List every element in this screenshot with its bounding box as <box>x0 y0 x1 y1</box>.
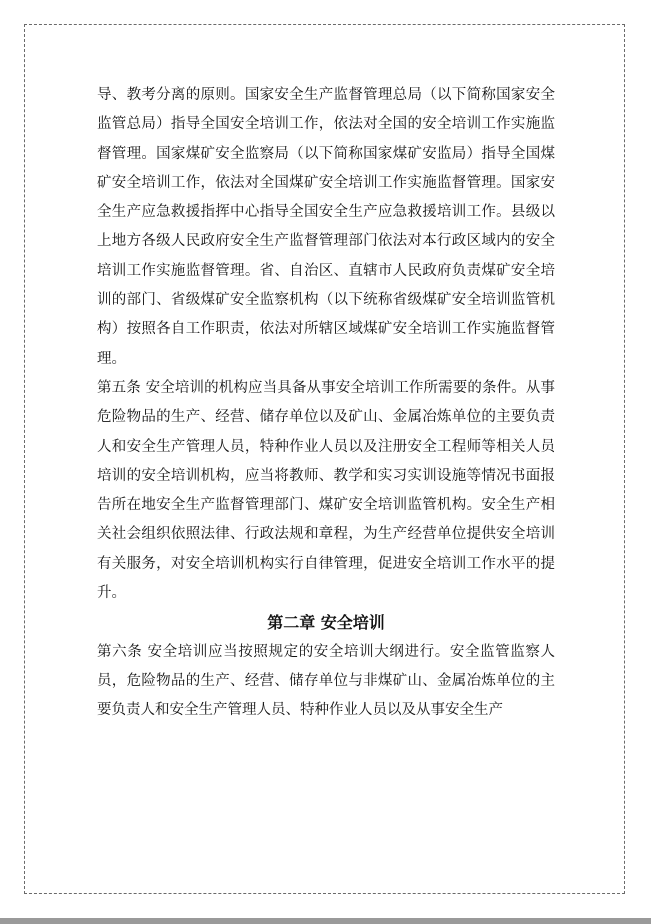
document-body <box>97 81 555 726</box>
paragraph-supervision: 导、教考分离的原则。国家安全生产监督管理总局（以下简称国家安全监管总局）指导全国安全培训工作，依法对全国的安全培训工作实施监督管理。国家煤矿安全监察局（以下简称国家煤矿安监局）指导全国煤矿安全培训工作，依法对全国煤矿安全培训工作实施监督管理。国家安全生产应急救援指挥中心指导全国安全生产应急救援培训工作。县级以上地方各级人民政府安全生产监督管理部门依法对本行政区域内的安全培训工作实施监督管理。省、自治区、直辖市人民政府负责煤矿安全培训的部门、省级煤矿安全监察机构（以下统称省级煤矿安全培训监管机构）按照各自工作职责，依法对所辖区域煤矿安全培训工作实施监督管理。 <box>97 87 555 367</box>
paragraph-article-6: 第六条 安全培训应当按照规定的安全培训大纲进行。安全监管监察人员，危险物品的生产、经营、储存单位与非煤矿山、金属冶炼单位的主要负责人和安全生产管理人员、特种作业人员以及从事安全生产 <box>97 643 555 719</box>
chapter-heading: 第二章 安全培训 <box>267 613 385 633</box>
paragraph-article-5: 第五条 安全培训的机构应当具备从事安全培训工作所需要的条件。从事危险物品的生产、经营、储存单位以及矿山、金属冶炼单位的主要负责人和安全生产管理人员，特种作业人员以及注册安全工程师等相关人员培训的安全培训机构，应当将教师、教学和实习实训设施等情况书面报告所在地安全生产监督管理部门、煤矿安全培训监管机构。安全生产相关社会组织依照法律、行政法规和章程，为生产经营单位提供安全培训有关服务，对安全培训机构实行自律管理，促进安全培训工作水平的提升。 <box>97 379 555 602</box>
page-bottom-edge <box>0 918 651 924</box>
